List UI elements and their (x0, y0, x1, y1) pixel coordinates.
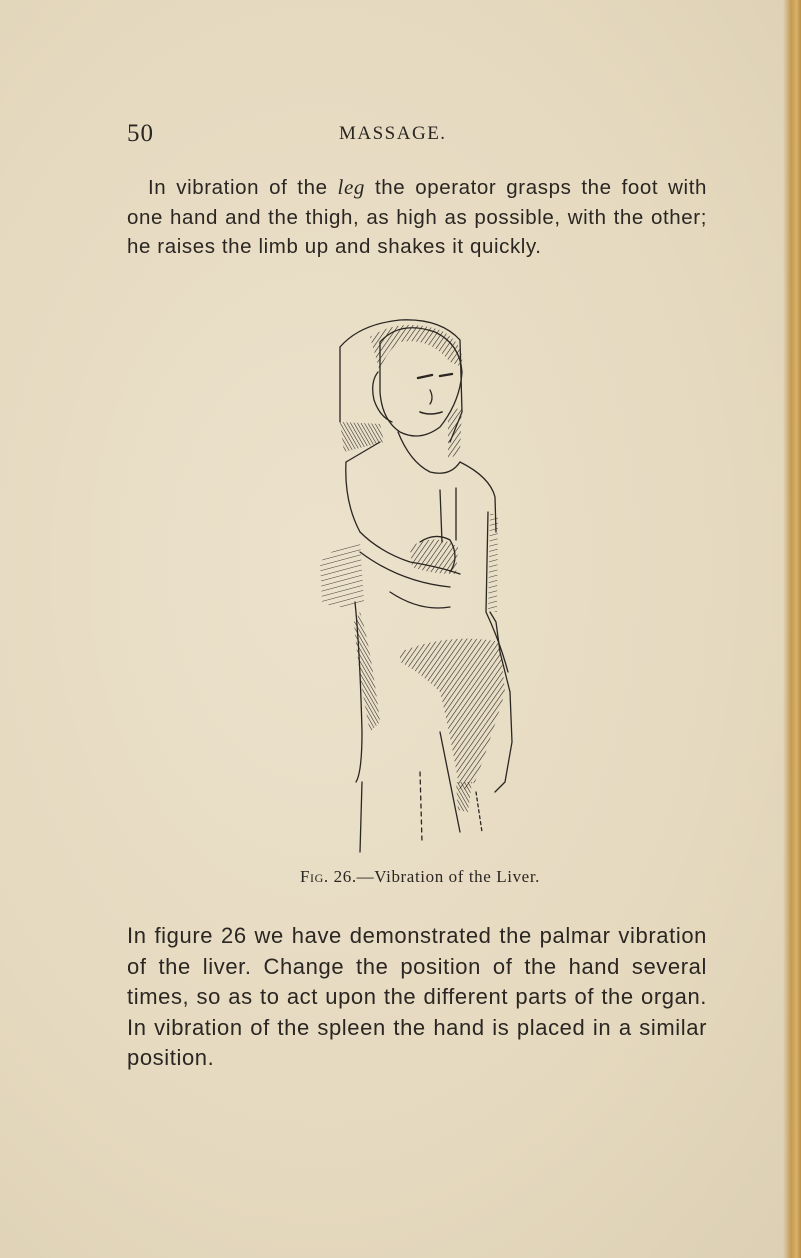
paragraph-text-end: the operator grasps the foot with one hand and the thigh, as high as possible, with the other; he raises the limb up and shakes it quickly. (127, 176, 707, 258)
figure-caption-text: 26.—Vibration of the Liver. (328, 867, 541, 886)
paragraph-leg-vibration (127, 173, 707, 262)
figure-label: Fig. (299, 867, 329, 886)
italic-word: leg (337, 175, 366, 199)
figure-caption (200, 867, 640, 887)
paragraph-text-start: In vibration of the (148, 176, 338, 199)
running-title: MASSAGE. (339, 123, 447, 144)
figure-illustration (300, 312, 530, 860)
paragraph-palmar-vibration: In figure 26 we have demonstrated the palmar vibration of the liver. Change the position of the hand several times, so as to act upon the different parts of the organ. In vibration of the spleen the hand is placed in a similar position. (127, 923, 707, 1070)
page-number: 50 (127, 120, 154, 147)
running-head (127, 120, 707, 148)
page-edge (783, 0, 801, 1258)
